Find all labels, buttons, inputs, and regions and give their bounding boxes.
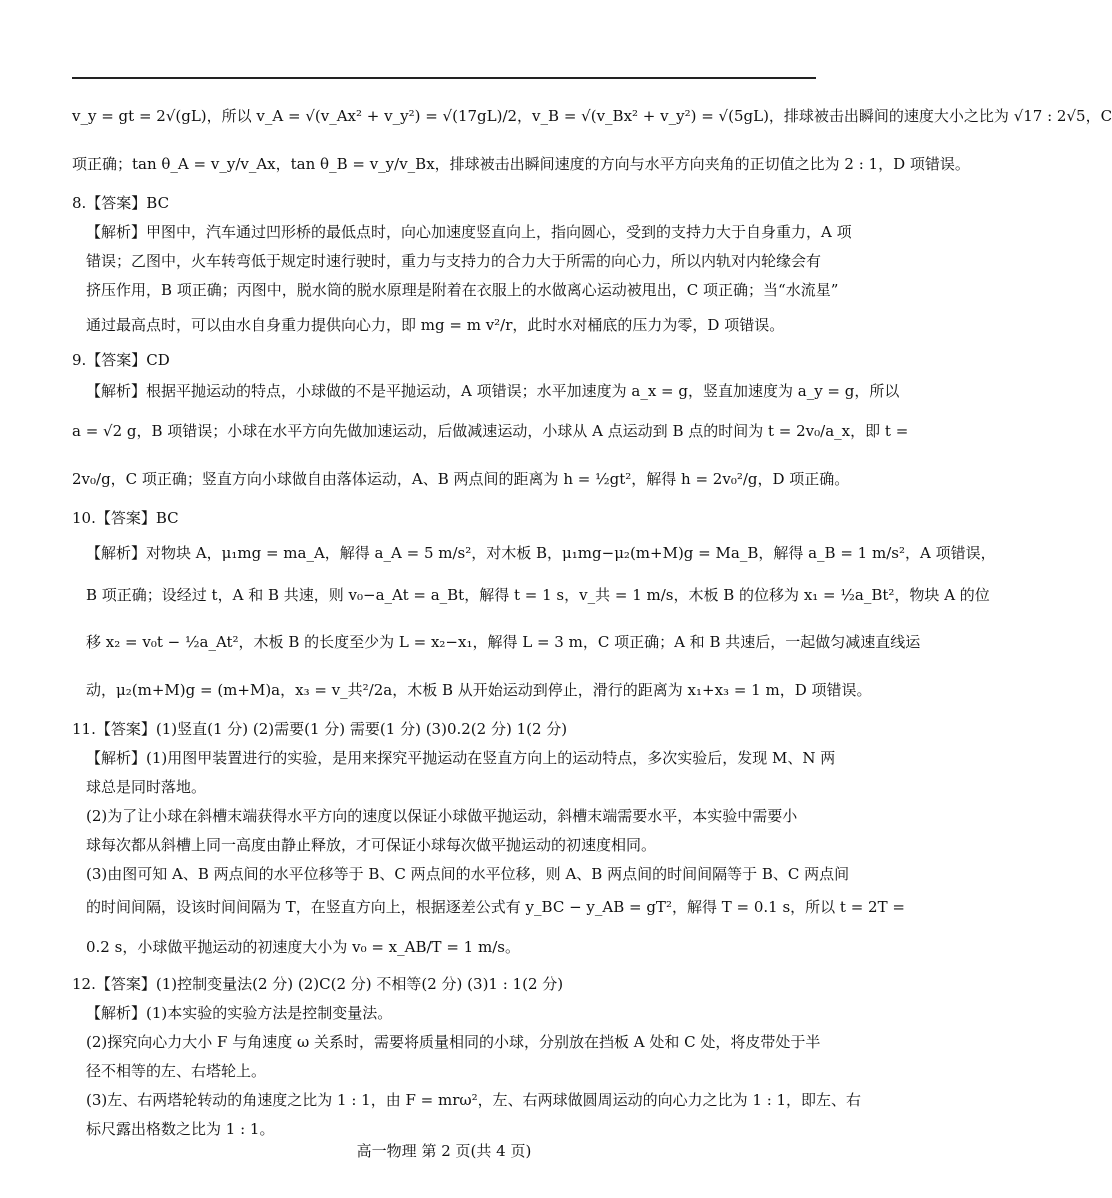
q11-analysis-4: 球每次都从斜槽上同一高度由静止释放，才可保证小球每次做平抛运动的初速度相同。 <box>86 836 657 854</box>
q8-analysis-2: 错误；乙图中，火车转弯低于规定时速行驶时，重力与支持力的合力大于所需的向心力，所以内轨对内轮缘会有 <box>86 252 822 270</box>
q11-analysis-7: 0.2 s，小球做平抛运动的初速度大小为 v₀ = x_AB/T = 1 m/s。 <box>86 938 520 956</box>
q12-analysis-1: 【解析】(1)本实验的实验方法是控制变量法。 <box>86 1004 393 1022</box>
q9-analysis-3: 2v₀/g，C 项正确；竖直方向小球做自由落体运动，A、B 两点间的距离为 h = ½gt²，解得 h = 2v₀²/g，D 项正确。 <box>72 470 850 488</box>
q11-answer: 11.【答案】(1)竖直(1 分) (2)需要(1 分) 需要(1 分) (3)0.2(2 分) 1(2 分) <box>72 720 568 738</box>
header-rule <box>72 77 816 79</box>
q12-answer: 12.【答案】(1)控制变量法(2 分) (2)C(2 分) 不相等(2 分) (3)1 : 1(2 分) <box>72 975 564 993</box>
q7-line-2: 项正确；tan θ_A = v_y/v_Ax，tan θ_B = v_y/v_Bx，排球被击出瞬间速度的方向与水平方向夹角的正切值之比为 2 : 1，D 项错误。 <box>72 155 970 173</box>
q10-analysis-4: 动，μ₂(m+M)g = (m+M)a，x₃ = v_共²/2a，木板 B 从开始运动到停止，滑行的距离为 x₁+x₃ = 1 m，D 项错误。 <box>86 681 872 699</box>
q10-analysis-3: 移 x₂ = v₀t − ½a_At²，木板 B 的长度至少为 L = x₂−x₁，解得 L = 3 m，C 项正确；A 和 B 共速后，一起做匀减速直线运 <box>86 633 921 651</box>
q9-analysis-2: a = √2 g，B 项错误；小球在水平方向先做加速运动，后做减速运动，小球从 A 点运动到 B 点的时间为 t = 2v₀/a_x，即 t = <box>72 422 909 440</box>
q12-analysis-5: 标尺露出格数之比为 1 : 1。 <box>86 1120 275 1138</box>
q12-analysis-3: 径不相等的左、右塔轮上。 <box>86 1062 267 1080</box>
q8-analysis-3: 挤压作用，B 项正确；丙图中，脱水筒的脱水原理是附着在衣服上的水做离心运动被甩出，C 项正确；当“水流星” <box>86 281 839 299</box>
q10-answer: 10.【答案】BC <box>72 509 179 527</box>
q11-analysis-3: (2)为了让小球在斜槽末端获得水平方向的速度以保证小球做平抛运动，斜槽末端需要水平，本实验中需要小 <box>86 807 798 825</box>
q11-analysis-1: 【解析】(1)用图甲装置进行的实验，是用来探究平抛运动在竖直方向上的运动特点，多次实验后，发现 M、N 两 <box>86 749 836 767</box>
q10-analysis-2: B 项正确；设经过 t，A 和 B 共速，则 v₀−a_At = a_Bt，解得 t = 1 s，v_共 = 1 m/s，木板 B 的位移为 x₁ = ½a_Bt²，物块 A 的位 <box>86 586 990 604</box>
answer-page <box>72 92 1112 1144</box>
q12-analysis-4: (3)左、右两塔轮转动的角速度之比为 1 : 1，由 F = mrω²，左、右两球做圆周运动的向心力之比为 1 : 1，即左、右 <box>86 1091 862 1109</box>
q11-analysis-6: 的时间间隔，设该时间间隔为 T，在竖直方向上，根据逐差公式有 y_BC − y_AB = gT²，解得 T = 0.1 s，所以 t = 2T = <box>86 898 905 916</box>
q9-answer: 9.【答案】CD <box>72 351 170 369</box>
q8-answer: 8.【答案】BC <box>72 194 170 212</box>
q11-analysis-2: 球总是同时落地。 <box>86 778 207 796</box>
q9-analysis-1: 【解析】根据平抛运动的特点，小球做的不是平抛运动，A 项错误；水平加速度为 a_x = g，竖直加速度为 a_y = g，所以 <box>86 382 900 400</box>
q11-analysis-5: (3)由图可知 A、B 两点间的水平位移等于 B、C 两点间的水平位移，则 A、B 两点间的时间间隔等于 B、C 两点间 <box>86 865 850 883</box>
q12-analysis-2: (2)探究向心力大小 F 与角速度 ω 关系时，需要将质量相同的小球，分别放在挡板 A 处和 C 处，将皮带处于半 <box>86 1033 821 1051</box>
q8-analysis-4: 通过最高点时，可以由水自身重力提供向心力，即 mg = m v²/r，此时水对桶底的压力为零，D 项错误。 <box>86 316 785 334</box>
q10-analysis-1: 【解析】对物块 A，μ₁mg = ma_A，解得 a_A = 5 m/s²，对木板 B，μ₁mg−μ₂(m+M)g = Ma_B，解得 a_B = 1 m/s²，A 项错误， <box>86 544 996 562</box>
q8-analysis-1: 【解析】甲图中，汽车通过凹形桥的最低点时，向心加速度竖直向上，指向圆心，受到的支持力大于自身重力，A 项 <box>86 223 852 241</box>
q7-line-1: v_y = gt = 2√(gL)，所以 v_A = √(v_Ax² + v_y²) = √(17gL)/2，v_B = √(v_Bx² + v_y²) = √(5gL)，排球被击出瞬间的速度大小之比为 √17 : 2√5，C <box>72 107 1112 125</box>
page-footer: 高一物理 第 2 页(共 4 页) <box>356 1142 532 1160</box>
